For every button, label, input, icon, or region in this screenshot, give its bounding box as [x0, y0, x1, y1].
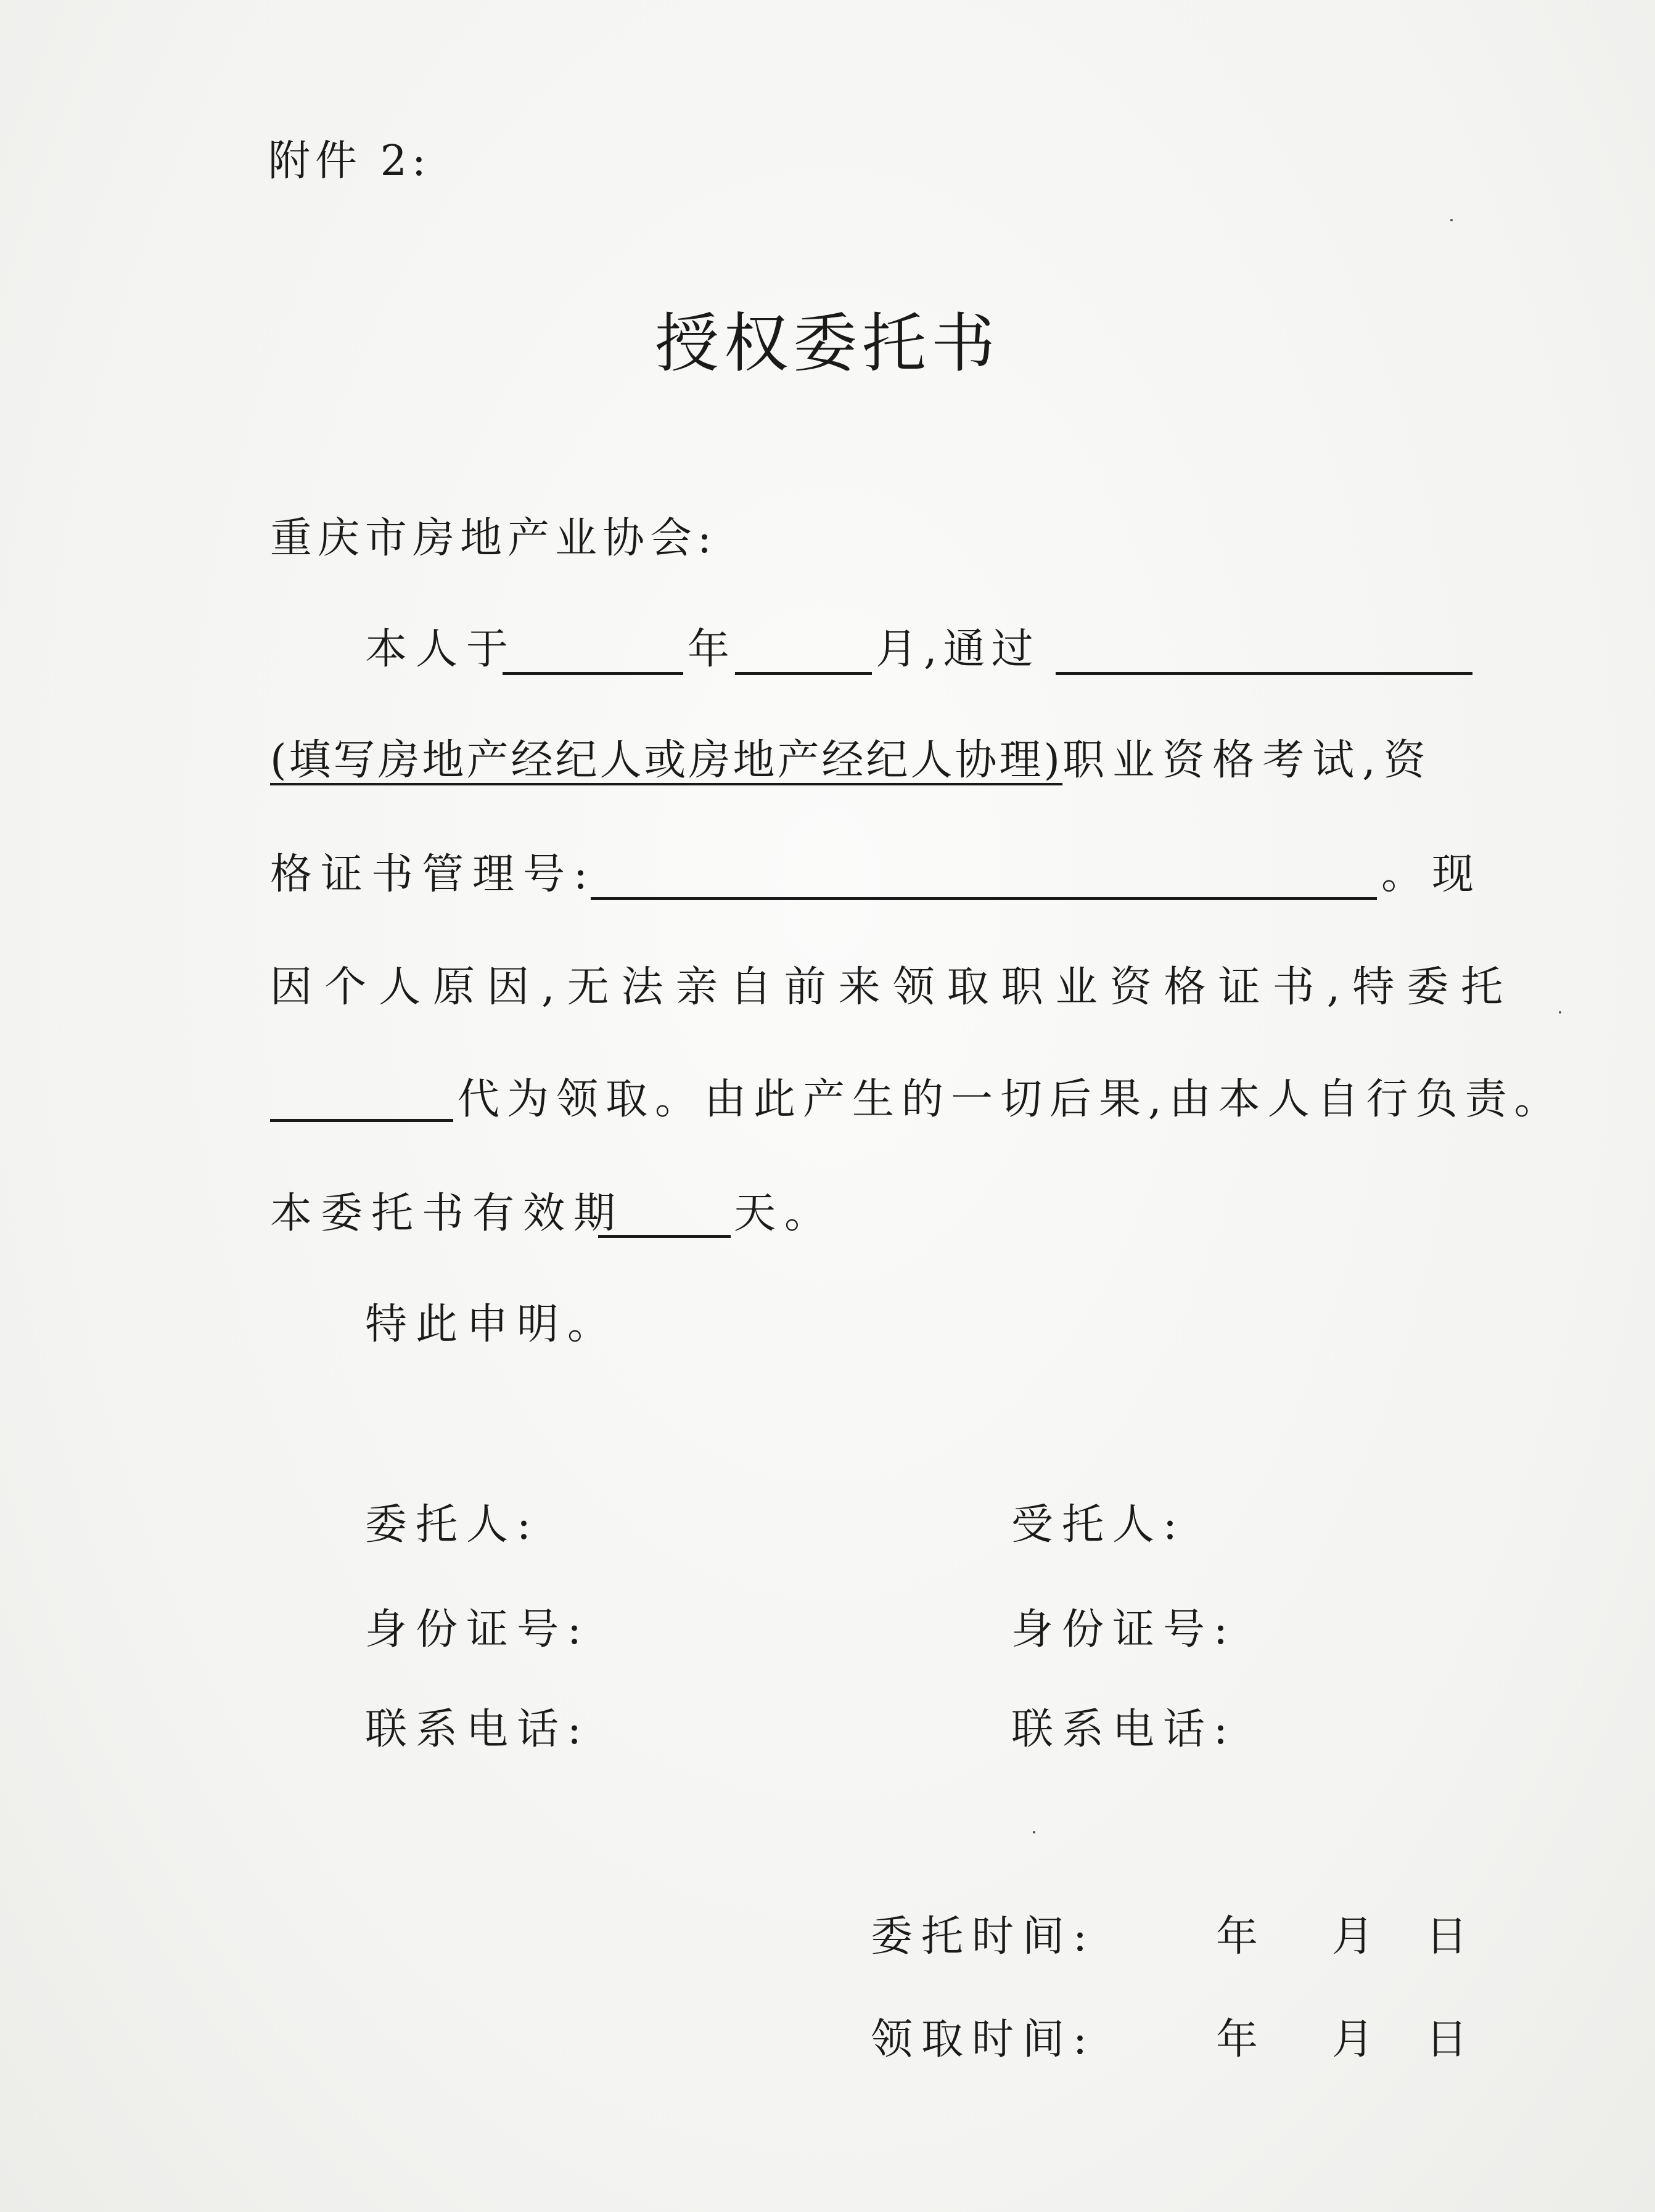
entrust-year: 年 [1216, 1912, 1267, 1961]
collect-date-label: 领取时间: [871, 2015, 1096, 2064]
month-blank [735, 672, 872, 675]
salutation: 重庆市房地产业协会: [270, 514, 717, 563]
validity-days-blank [598, 1235, 731, 1238]
certificate-number-blank [591, 897, 1377, 900]
paper-speck [1450, 219, 1453, 221]
document-title: 授权委托书 [654, 306, 1000, 381]
body-line2-rest: 职业资格考试,资 [1062, 736, 1434, 785]
fill-in-instruction: (填写房地产经纪人或房地产经纪人协理) [270, 736, 1063, 785]
paper-speck [1033, 1831, 1035, 1833]
entrust-date-label: 委托时间: [871, 1912, 1096, 1961]
entrust-month: 月 [1332, 1912, 1383, 1961]
principal-id-label: 身份证号: [365, 1605, 590, 1654]
body-line3-text2: 。现 [1381, 850, 1483, 899]
agent-name-blank [270, 1119, 453, 1122]
agent-name-label: 受托人: [1011, 1501, 1186, 1549]
year-blank [503, 672, 683, 675]
agent-id-label: 身份证号: [1011, 1605, 1236, 1654]
body-line4: 因个人原因,无法亲自前来领取职业资格证书,特委托 [270, 963, 1516, 1012]
collect-month: 月 [1332, 2015, 1383, 2064]
entrust-day: 日 [1426, 1912, 1477, 1961]
declaration: 特此申明。 [365, 1300, 618, 1349]
paper-speck [1559, 1011, 1561, 1014]
body-line6-text2: 天。 [734, 1189, 836, 1238]
collect-year: 年 [1216, 2015, 1267, 2064]
body-line6-text1: 本委托书有效期 [270, 1189, 625, 1238]
principal-name-label: 委托人: [365, 1501, 540, 1549]
collect-day: 日 [1426, 2015, 1477, 2064]
body-line5: 代为领取。由此产生的一切后果,由本人自行负责。 [458, 1075, 1564, 1124]
body-line1-text2: 年 [688, 625, 739, 674]
body-line3-text1: 格证书管理号: [270, 850, 596, 899]
attachment-label: 附件 2: [268, 137, 431, 186]
body-line1-text1: 本人于 [365, 625, 517, 674]
exam-name-blank [1056, 672, 1472, 675]
body-line1-text3: 月,通过 [876, 625, 1040, 674]
agent-phone-label: 联系电话: [1011, 1705, 1236, 1754]
principal-phone-label: 联系电话: [365, 1705, 590, 1754]
body-line2 [270, 736, 1434, 785]
